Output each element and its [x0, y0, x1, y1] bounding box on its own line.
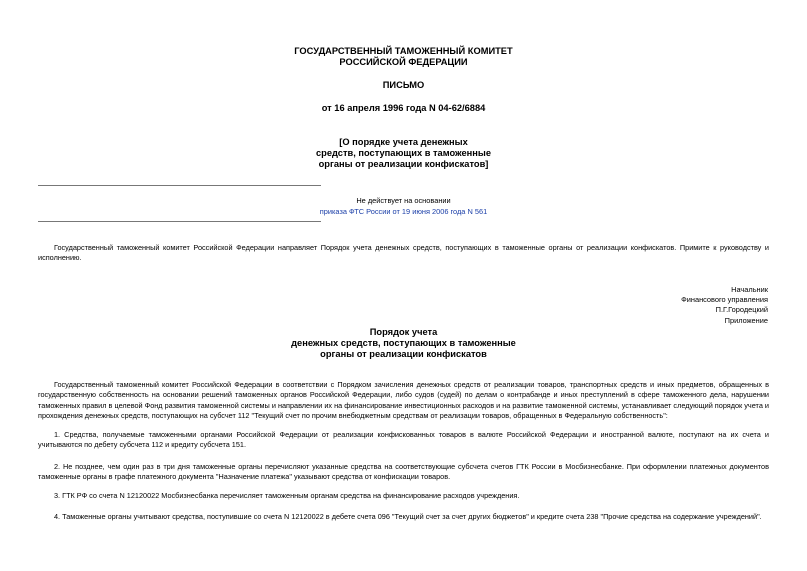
header-org-line1: ГОСУДАРСТВЕННЫЙ ТАМОЖЕННЫЙ КОМИТЕТ: [294, 46, 513, 56]
divider-bottom: [38, 221, 321, 222]
divider-top: [38, 185, 321, 186]
signature-line2: Финансового управления: [681, 295, 768, 305]
body-paragraph: 1. Средства, получаемые таможенными органами Российской Федерации от реализации конфискованных товаров в валюте Российской Федерации и иностранной валюте, поступают на их счета и учитываются по дебету субсчета 112 и кредиту субсчета 151.: [38, 430, 769, 450]
doc-date-number: от 16 апреля 1996 года N 04-62/6884: [321, 103, 486, 113]
status-text: Не действует на основании: [356, 196, 451, 205]
doc-subject-line2: средств, поступающих в таможенные: [315, 148, 492, 158]
body-paragraph: Государственный таможенный комитет Российской Федерации в соответствии с Порядком зачисления денежных средств от реализации товаров, транспортных средств и иных предметов, обращенных в государственную собственность на основании решений таможенных органов Российской Федерации, либо судов (судей) по делам о контрабанде и иных преступлений в сфере таможенного дела, нарушении таможенных правил в целевой Фонд развития таможенной системы и направлении их на финансирование инвестиционных расходов и на развитие таможенной системы, устанавливает следующий порядок учета и прохождения денежных средств, поступающих на субсчет 112 "Текущий счет по прочим внебюджетным средствам от реализации товаров, обращенных в Федеральную собственность":: [38, 380, 769, 420]
doc-type: ПИСЬМО: [382, 80, 425, 90]
header-org-line2: РОССИЙСКОЙ ФЕДЕРАЦИИ: [339, 57, 468, 67]
appendix-title-line3: органы от реализации конфискатов: [320, 349, 487, 359]
body-paragraph: 2. Не позднее, чем один раз в три дня таможенные органы перечисляют указанные средства на соответствующие субсчета счетов ГТК России в Мосбизнесбанке. При оформлении платежных документов таможенные органы в графе платежного документа "Назначение платежа" указывают средства от конфискации товаров.: [38, 462, 769, 482]
body-paragraph: 4. Таможенные органы учитывают средства, поступившие со счета N 12120022 в дебете счета 096 "Текущий счет за счет других бюджетов" и кредите счета 238 "Прочие средства на содержание учреждений".: [54, 512, 762, 521]
status-link[interactable]: приказа ФТС России от 19 июня 2006 года N 561: [319, 207, 488, 216]
appendix-title-line2: денежных средств, поступающих в таможенные: [291, 338, 516, 348]
intro-paragraph: Государственный таможенный комитет Российской Федерации направляет Порядок учета денежных средств, поступающих в таможенные органы от реализации конфискатов. Примите к руководству и исполнению.: [38, 243, 769, 263]
appendix-title-line1: Порядок учета: [369, 327, 438, 337]
doc-subject-line1: [О порядке учета денежных: [339, 137, 468, 147]
signature-line4: Приложение: [724, 315, 768, 325]
signature-line3: П.Г.Городецкий: [715, 305, 768, 315]
body-paragraph: 3. ГТК РФ со счета N 12120022 Мосбизнесбанка перечисляет таможенным органам средства на финансирование расходов учреждения.: [54, 491, 520, 500]
signature-line1: Начальник: [731, 285, 768, 294]
doc-subject-line3: органы от реализации конфискатов]: [318, 159, 489, 169]
signature-block: [568, 285, 768, 326]
